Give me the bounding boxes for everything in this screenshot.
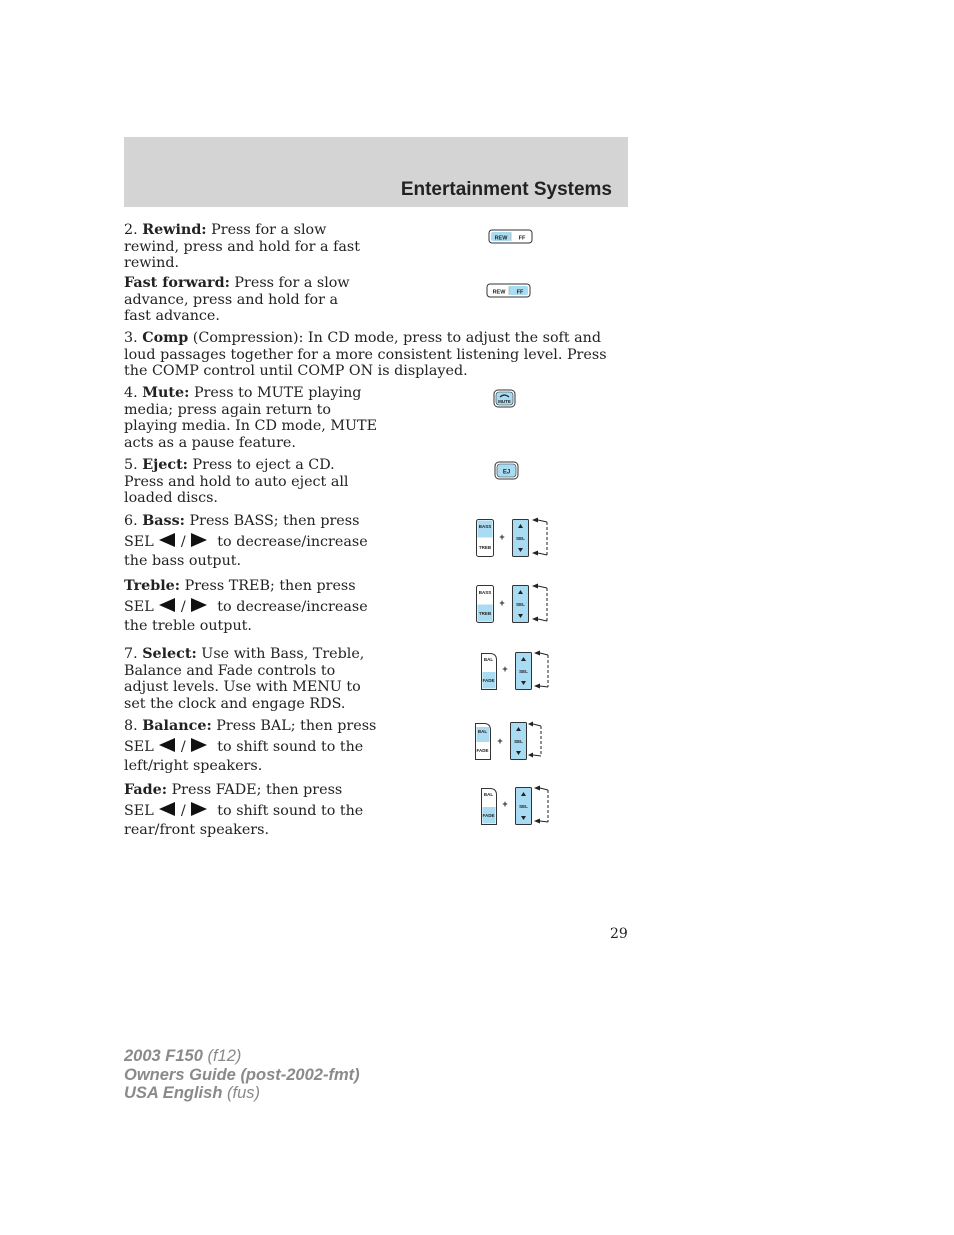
fade-paragraph: Fade: Press FADE; then press SEL / to shift sound to the rear/front speakers.	[124, 782, 364, 838]
rewind-term: Rewind:	[142, 222, 207, 238]
plus-sign: +	[502, 799, 508, 809]
document-footer: 2003 F150 (f12) Owners Guide (post-2002-fmt) USA English (fus)	[124, 1047, 360, 1102]
section-title: Entertainment Systems	[400, 179, 612, 200]
plus-sign: +	[499, 532, 505, 542]
mute-button-figure	[493, 389, 517, 409]
right-arrow-icon	[190, 532, 208, 548]
pointer-arrow-icon	[532, 617, 538, 622]
left-arrow-icon	[158, 597, 176, 613]
right-arrow-icon	[190, 801, 208, 817]
eject-paragraph: 5. Eject: Press to eject a CD. Press and hold to auto eject all loaded discs.	[124, 457, 349, 506]
balance-control-figure	[472, 718, 548, 764]
bass-label: BASS	[478, 524, 492, 529]
mute-paragraph: 4. Mute: Press to MUTE playing media; press again return to playing media. In CD mode, MUTE acts as a pause feature.	[124, 385, 378, 451]
select-term: Select:	[142, 646, 197, 662]
treb-label: TREB	[478, 611, 492, 616]
fast-forward-paragraph: Fast forward: Press for a slow advance, press and hold for a fast advance.	[124, 275, 350, 324]
fast-forward-term: Fast forward:	[124, 275, 230, 291]
ff-label: FF	[518, 235, 526, 242]
sel-label: SEL	[516, 536, 525, 541]
plus-sign: +	[502, 664, 508, 674]
plus-sign: +	[497, 736, 503, 746]
treble-term: Treble:	[124, 578, 181, 594]
left-arrow-icon	[158, 801, 176, 817]
right-arrow-icon	[190, 737, 208, 753]
balance-term: Balance:	[142, 718, 212, 734]
fade-label: FADE	[482, 813, 495, 818]
mute-label: MUTE	[498, 399, 511, 404]
header-band	[124, 137, 628, 207]
bal-label: BAL	[483, 657, 494, 662]
bal-label: BAL	[483, 792, 494, 797]
pointer-arrow-icon	[532, 584, 538, 589]
pointer-arrow-icon	[534, 819, 540, 824]
select-control-figure	[478, 648, 552, 694]
bass-label: BASS	[478, 590, 492, 595]
pointer-arrow-icon	[534, 651, 540, 656]
fast-forward-button-figure	[486, 283, 532, 299]
comp-paragraph: 3. Comp (Compression): In CD mode, press to adjust the soft and loud passages together for a more consistent listening level. Press the COMP control until COMP ON is displayed.	[124, 330, 607, 379]
select-paragraph: 7. Select: Use with Bass, Treble, Balance and Fade controls to adjust levels. Use with MENU to set the clock and engage RDS.	[124, 646, 365, 712]
eject-term: Eject:	[142, 457, 188, 473]
sel-label: SEL	[514, 739, 523, 744]
fade-control-figure	[478, 783, 552, 829]
sel-label: SEL	[519, 669, 528, 674]
bass-paragraph: 6. Bass: Press BASS; then press SEL / to decrease/increase the bass output.	[124, 513, 368, 569]
pointer-arrow-icon	[532, 551, 538, 556]
bal-label: BAL	[477, 729, 488, 734]
rewind-paragraph: 2. Rewind: Press for a slow rewind, press and hold for a fast rewind.	[124, 222, 360, 271]
pointer-arrow-icon	[534, 786, 540, 791]
treble-paragraph: Treble: Press TREB; then press SEL / to decrease/increase the treble output.	[124, 578, 368, 634]
ff-label: FF	[516, 289, 524, 296]
rew-label: REW	[494, 235, 508, 242]
treb-label: TREB	[478, 545, 492, 550]
pointer-arrow-icon	[532, 518, 538, 523]
ej-label: EJ	[502, 469, 511, 476]
pointer-arrow-icon	[534, 684, 540, 689]
eject-button-figure	[494, 461, 520, 481]
comp-term: Comp	[142, 330, 189, 346]
right-arrow-icon	[190, 597, 208, 613]
rew-label: REW	[492, 289, 506, 296]
fade-label: FADE	[476, 748, 489, 753]
bass-term: Bass:	[142, 513, 185, 529]
sel-label: SEL	[516, 602, 525, 607]
fade-term: Fade:	[124, 782, 168, 798]
rewind-button-figure	[488, 229, 534, 245]
pointer-arrow-icon	[528, 753, 533, 758]
page-number: 29	[610, 926, 628, 942]
mute-term: Mute:	[142, 385, 190, 401]
sel-label: SEL	[519, 804, 528, 809]
plus-sign: +	[499, 598, 505, 608]
balance-paragraph: 8. Balance: Press BAL; then press SEL / to shift sound to the left/right speakers.	[124, 718, 377, 774]
pointer-arrow-icon	[528, 722, 533, 727]
treble-control-figure	[474, 581, 552, 627]
bass-control-figure	[474, 515, 552, 561]
fade-label: FADE	[482, 678, 495, 683]
left-arrow-icon	[158, 532, 176, 548]
left-arrow-icon	[158, 737, 176, 753]
